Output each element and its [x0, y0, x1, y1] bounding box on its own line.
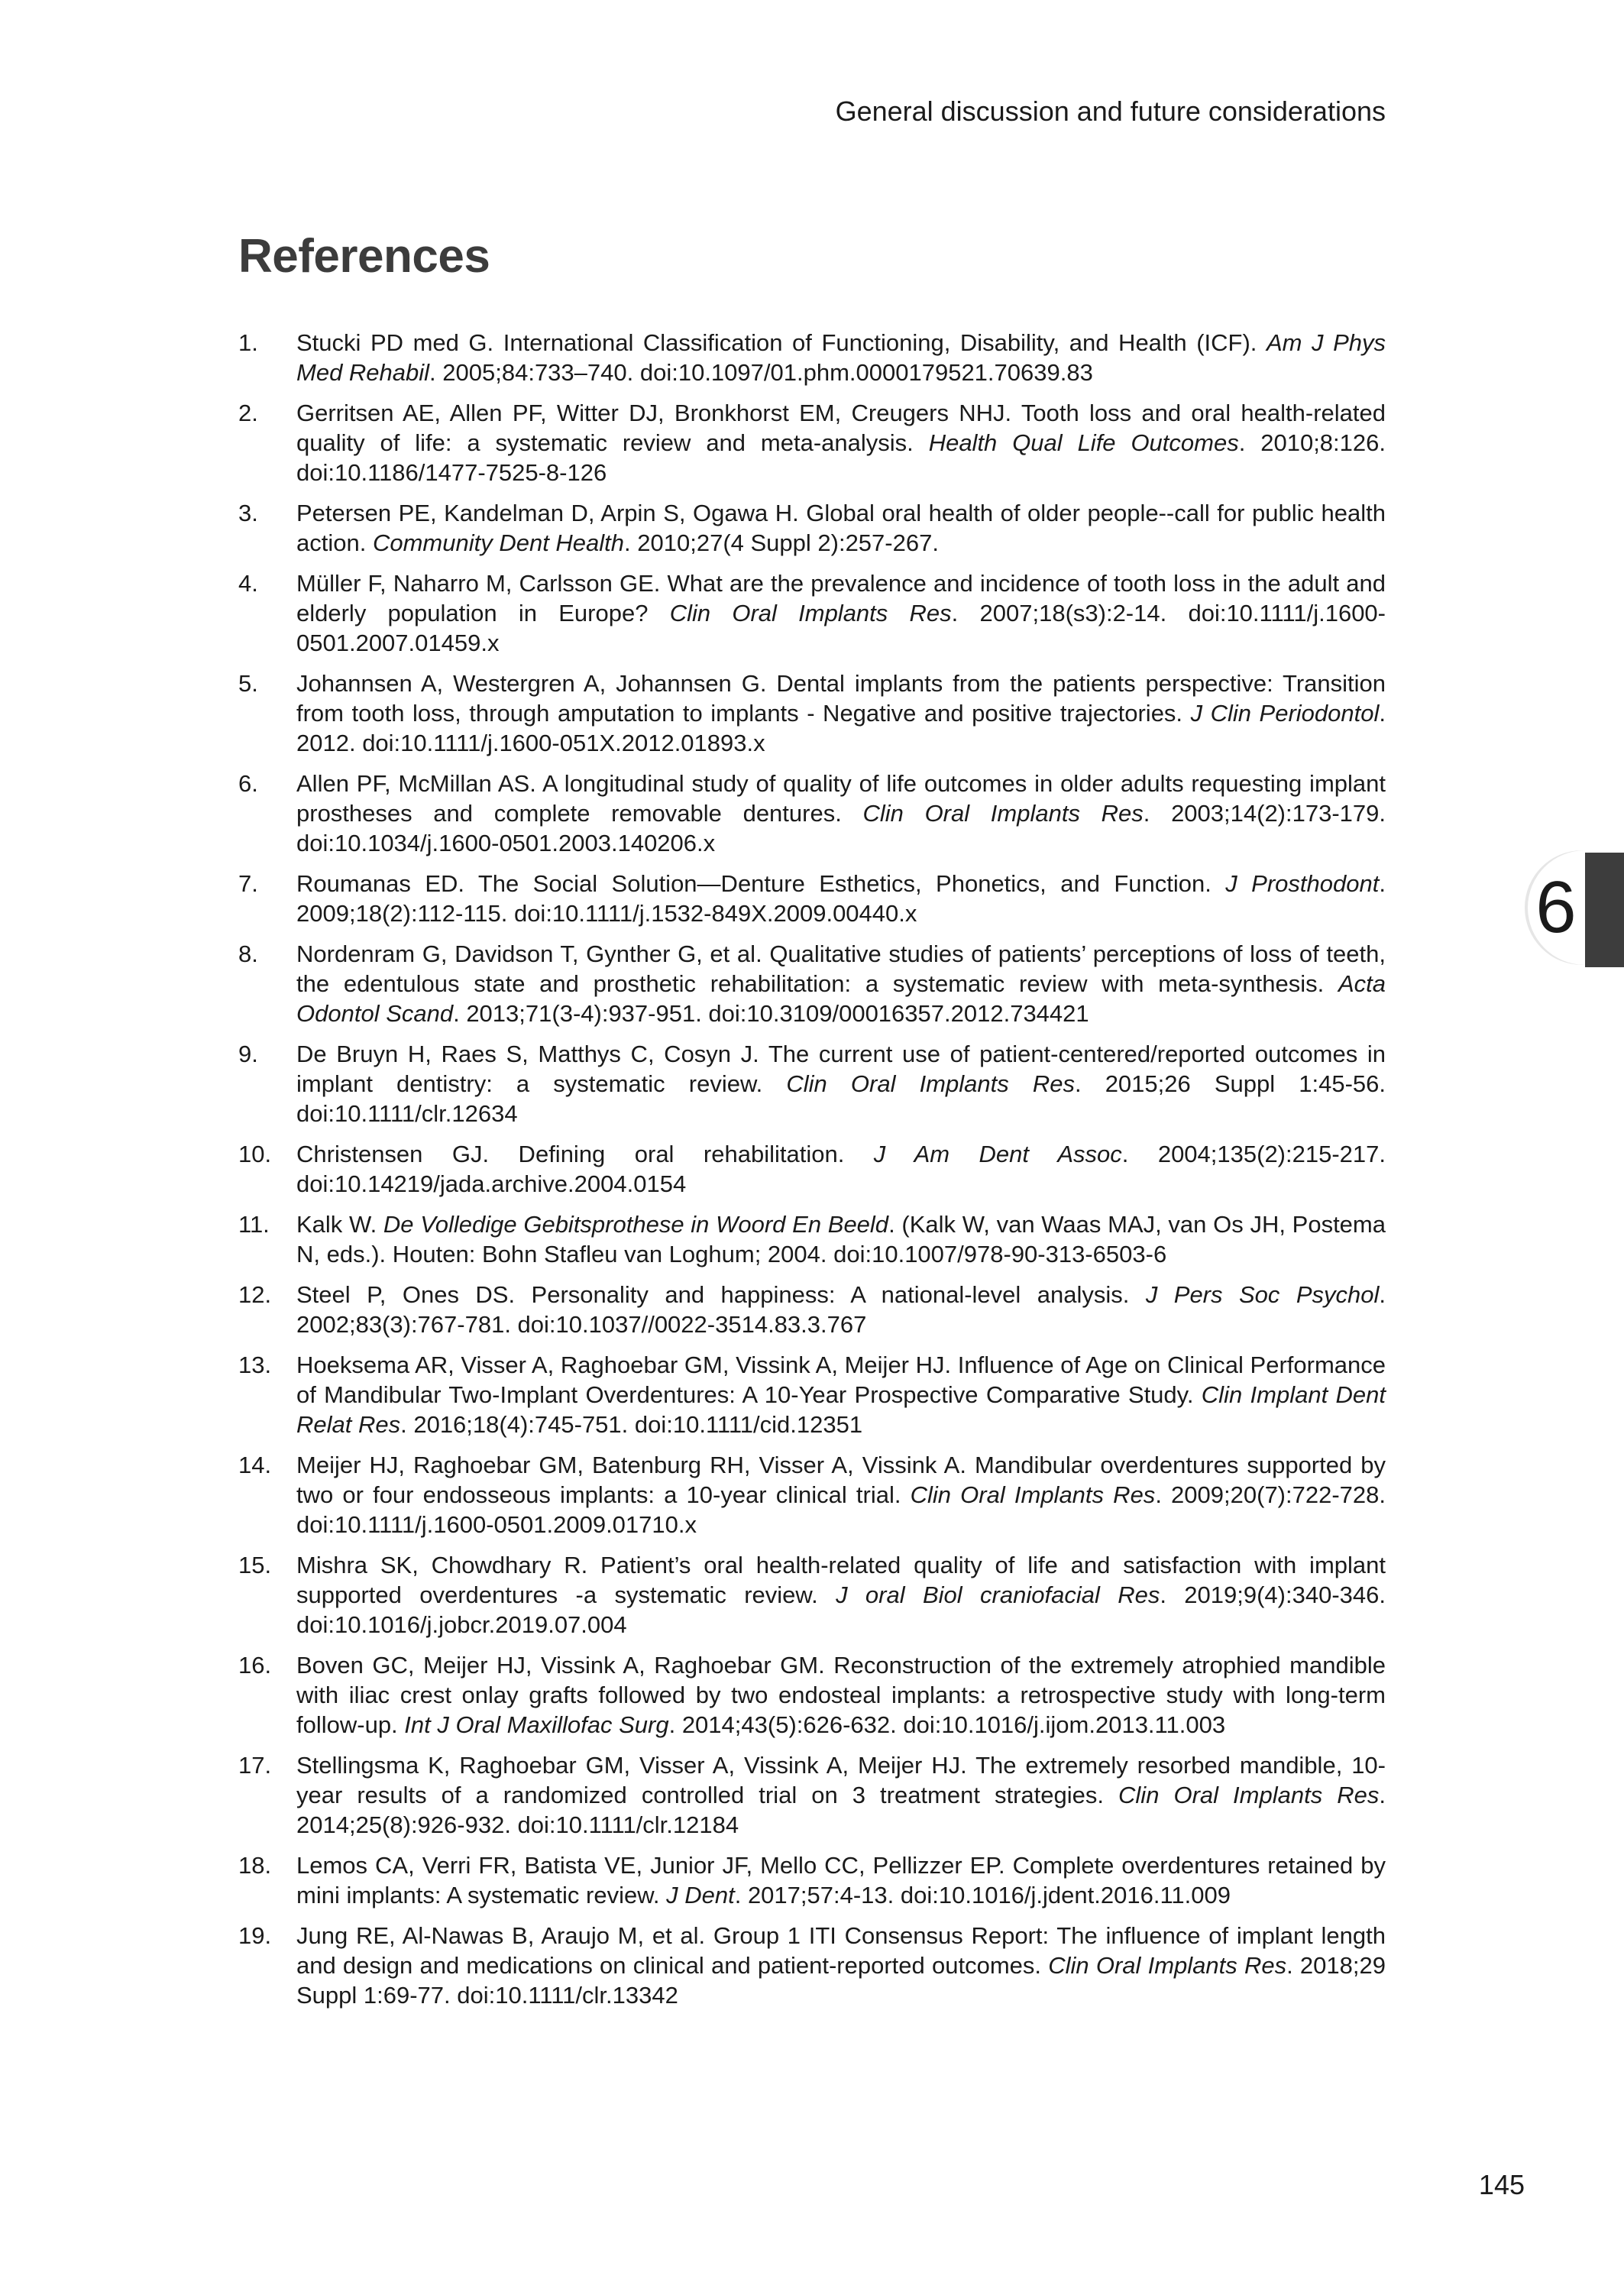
reference-segment: . 2003;14(2):173-179. doi:10.1034/j.1600-0501.2003.140206.x: [296, 800, 1386, 856]
reference-text: [296, 1350, 1386, 1439]
reference-item: [238, 328, 1386, 387]
reference-item: [238, 498, 1386, 558]
reference-item: [238, 1650, 1386, 1740]
reference-journal: Health Qual Life Outcomes: [928, 429, 1239, 456]
reference-journal: Clin Oral Implants Res: [862, 800, 1144, 827]
reference-journal: Clin Oral Implants Res: [1048, 1952, 1287, 1979]
reference-item: [238, 1350, 1386, 1439]
reference-journal: Community Dent Health: [372, 529, 625, 556]
reference-segment: . 2012. doi:10.1111/j.1600-051X.2012.01893.x: [296, 700, 1386, 756]
reference-number: 1.: [238, 329, 258, 356]
reference-segment: Lemos CA, Verri FR, Batista VE, Junior JF, Mello CC, Pellizzer EP. Complete overdentures retained by mini implants: A systematic review.: [296, 1852, 1386, 1908]
reference-segment: Stellingsma K, Raghoebar GM, Visser A, Vissink A, Meijer HJ. The extremely resorbed mandible, 10-year results of a randomized controlled trial on 3 treatment strategies.: [296, 1752, 1386, 1808]
reference-segment: . 2010;8:126. doi:10.1186/1477-7525-8-126: [296, 429, 1386, 486]
reference-journal: J oral Biol craniofacial Res: [836, 1581, 1160, 1608]
reference-item: [238, 869, 1386, 928]
reference-text: [296, 498, 1386, 558]
reference-segment: . 2015;26 Suppl 1:45-56. doi:10.1111/clr.12634: [296, 1070, 1386, 1127]
reference-segment: Müller F, Naharro M, Carlsson GE. What are the prevalence and incidence of tooth loss in the adult and elderly population in Europe?: [296, 570, 1386, 626]
reference-segment: Allen PF, McMillan AS. A longitudinal study of quality of life outcomes in older adults requesting implant prostheses and complete removable dentures.: [296, 770, 1386, 827]
reference-item: [238, 398, 1386, 487]
reference-segment: Roumanas ED. The Social Solution—Denture Esthetics, Phonetics, and Function.: [296, 870, 1226, 897]
reference-text: [296, 1039, 1386, 1128]
reference-number: 13.: [238, 1352, 272, 1378]
chapter-number: 6: [1525, 850, 1587, 965]
reference-text: [296, 1209, 1386, 1269]
reference-item: [238, 769, 1386, 858]
reference-item: [238, 1550, 1386, 1640]
reference-number: 7.: [238, 870, 258, 897]
reference-number: 15.: [238, 1552, 272, 1578]
reference-segment: . 2017;57:4-13. doi:10.1016/j.jdent.2016.11.009: [734, 1882, 1231, 1908]
reference-text: [296, 1650, 1386, 1740]
reference-text: [296, 939, 1386, 1028]
reference-item: [238, 668, 1386, 758]
reference-item: [238, 1039, 1386, 1128]
reference-journal: Am J Phys Med Rehabil: [296, 329, 1386, 386]
reference-journal: Int J Oral Maxillofac Surg: [404, 1711, 669, 1738]
reference-text: [296, 398, 1386, 487]
reference-text: [296, 1850, 1386, 1910]
reference-journal: J Dent: [666, 1882, 735, 1908]
reference-segment: . 2009;18(2):112-115. doi:10.1111/j.1532-849X.2009.00440.x: [296, 870, 1386, 927]
reference-number: 3.: [238, 500, 258, 526]
reference-number: 11.: [238, 1211, 270, 1238]
reference-journal: Clin Oral Implants Res: [786, 1070, 1075, 1097]
reference-segment: Hoeksema AR, Visser A, Raghoebar GM, Vissink A, Meijer HJ. Influence of Age on Clinical Performance of Mandibular Two-Implant Overdentures: A 10-Year Prospective Comparative Study.: [296, 1352, 1386, 1408]
reference-segment: . (Kalk W, van Waas MAJ, van Os JH, Postema N, eds.). Houten: Bohn Stafleu van Loghum; 2004. doi:10.1007/978-90-313-6503-6: [296, 1211, 1386, 1267]
reference-text: [296, 1750, 1386, 1840]
reference-segment: . 2005;84:733–740. doi:10.1097/01.phm.0000179521.70639.83: [429, 359, 1093, 386]
reference-segment: Mishra SK, Chowdhary R. Patient’s oral health-related quality of life and satisfaction with implant supported overdentures -a systematic review.: [296, 1552, 1386, 1608]
reference-journal: J Prosthodont: [1225, 870, 1380, 897]
reference-segment: Johannsen A, Westergren A, Johannsen G. Dental implants from the patients perspective: Transition from tooth loss, through amputation to implants - Negative and positive trajectories.: [296, 670, 1386, 727]
reference-number: 2.: [238, 400, 258, 426]
reference-segment: . 2014;25(8):926-932. doi:10.1111/clr.12184: [296, 1782, 1386, 1838]
reference-segment: Christensen GJ. Defining oral rehabilitation.: [296, 1141, 874, 1167]
reference-journal: Acta Odontol Scand: [296, 970, 1386, 1027]
reference-item: [238, 1209, 1386, 1269]
reference-segment: Steel P, Ones DS. Personality and happiness: A national-level analysis.: [296, 1281, 1146, 1308]
reference-number: 4.: [238, 570, 258, 597]
reference-journal: J Am Dent Assoc: [873, 1141, 1122, 1167]
reference-item: [238, 568, 1386, 658]
reference-item: [238, 1850, 1386, 1910]
reference-text: [296, 1280, 1386, 1339]
reference-text: [296, 869, 1386, 928]
reference-journal: J Pers Soc Psychol: [1145, 1281, 1380, 1308]
reference-item: [238, 1750, 1386, 1840]
reference-item: [238, 1921, 1386, 2010]
reference-segment: Gerritsen AE, Allen PF, Witter DJ, Bronkhorst EM, Creugers NHJ. Tooth loss and oral health-related quality of life: a systematic review and meta-analysis.: [296, 400, 1386, 456]
reference-segment: Stucki PD med G. International Classification of Functioning, Disability, and Health (ICF).: [296, 329, 1267, 356]
reference-number: 6.: [238, 770, 258, 797]
page-title: References: [238, 230, 490, 283]
running-header: General discussion and future considerations: [835, 96, 1386, 127]
reference-number: 10.: [238, 1141, 272, 1167]
reference-text: [296, 769, 1386, 858]
reference-segment: Nordenram G, Davidson T, Gynther G, et al. Qualitative studies of patients’ perceptions of loss of teeth, the edentulous state and prosthetic rehabilitation: a systematic review with meta-synthesis.: [296, 940, 1386, 997]
reference-number: 18.: [238, 1852, 272, 1879]
reference-item: [238, 1280, 1386, 1339]
reference-segment: . 2019;9(4):340-346. doi:10.1016/j.jobcr.2019.07.004: [296, 1581, 1386, 1638]
reference-segment: Petersen PE, Kandelman D, Arpin S, Ogawa H. Global oral health of older people--call for public health action.: [296, 500, 1386, 556]
reference-text: [296, 568, 1386, 658]
reference-item: [238, 939, 1386, 1028]
reference-number: 8.: [238, 940, 258, 967]
reference-segment: . 2014;43(5):626-632. doi:10.1016/j.ijom.2013.11.003: [668, 1711, 1226, 1738]
reference-item: [238, 1139, 1386, 1199]
reference-segment: . 2002;83(3):767-781. doi:10.1037//0022-3514.83.3.767: [296, 1281, 1386, 1338]
reference-journal: Clin Oral Implants Res: [1118, 1782, 1380, 1808]
reference-segment: Boven GC, Meijer HJ, Vissink A, Raghoebar GM. Reconstruction of the extremely atrophied mandible with iliac crest onlay grafts followed by two endosteal implants: a retrospective study with long-term follow-up.: [296, 1652, 1386, 1738]
reference-number: 9.: [238, 1041, 258, 1067]
reference-segment: Meijer HJ, Raghoebar GM, Batenburg RH, Visser A, Vissink A. Mandibular overdentures supported by two or four endosseous implants: a 10-year clinical trial.: [296, 1452, 1386, 1508]
reference-segment: . 2013;71(3-4):937-951. doi:10.3109/00016357.2012.734421: [453, 1000, 1089, 1027]
reference-segment: . 2016;18(4):745-751. doi:10.1111/cid.12351: [400, 1411, 863, 1438]
chapter-tab: [1585, 853, 1624, 967]
reference-journal: Clin Implant Dent Relat Res: [296, 1381, 1386, 1438]
reference-segment: Kalk W.: [296, 1211, 383, 1238]
reference-segment: . 2009;20(7):722-728. doi:10.1111/j.1600-0501.2009.01710.x: [296, 1481, 1386, 1538]
reference-segment: De Bruyn H, Raes S, Matthys C, Cosyn J. The current use of patient-centered/reported outcomes in implant dentistry: a systematic review.: [296, 1041, 1386, 1097]
reference-text: [296, 328, 1386, 387]
reference-segment: Jung RE, Al-Nawas B, Araujo M, et al. Group 1 ITI Consensus Report: The influence of implant length and design and medications on clinical and patient-reported outcomes.: [296, 1922, 1386, 1979]
reference-number: 5.: [238, 670, 258, 697]
reference-journal: De Volledige Gebitsprothese in Woord En Beeld: [383, 1211, 889, 1238]
reference-number: 19.: [238, 1922, 272, 1949]
reference-number: 14.: [238, 1452, 272, 1478]
reference-segment: . 2004;135(2):215-217. doi:10.14219/jada.archive.2004.0154: [296, 1141, 1386, 1197]
reference-number: 16.: [238, 1652, 272, 1679]
reference-journal: Clin Oral Implants Res: [910, 1481, 1156, 1508]
reference-text: [296, 1550, 1386, 1640]
reference-list: [238, 328, 1386, 2021]
reference-text: [296, 1450, 1386, 1539]
reference-segment: . 2010;27(4 Suppl 2):257-267.: [624, 529, 939, 556]
reference-number: 17.: [238, 1752, 272, 1779]
reference-text: [296, 1921, 1386, 2010]
reference-item: [238, 1450, 1386, 1539]
reference-number: 12.: [238, 1281, 272, 1308]
reference-text: [296, 1139, 1386, 1199]
page-number: 145: [1478, 2169, 1525, 2200]
reference-text: [296, 668, 1386, 758]
reference-journal: Clin Oral Implants Res: [669, 600, 952, 626]
reference-segment: . 2018;29 Suppl 1:69-77. doi:10.1111/clr.13342: [296, 1952, 1386, 2009]
reference-journal: J Clin Periodontol: [1190, 700, 1380, 727]
reference-segment: . 2007;18(s3):2-14. doi:10.1111/j.1600-0501.2007.01459.x: [296, 600, 1386, 656]
